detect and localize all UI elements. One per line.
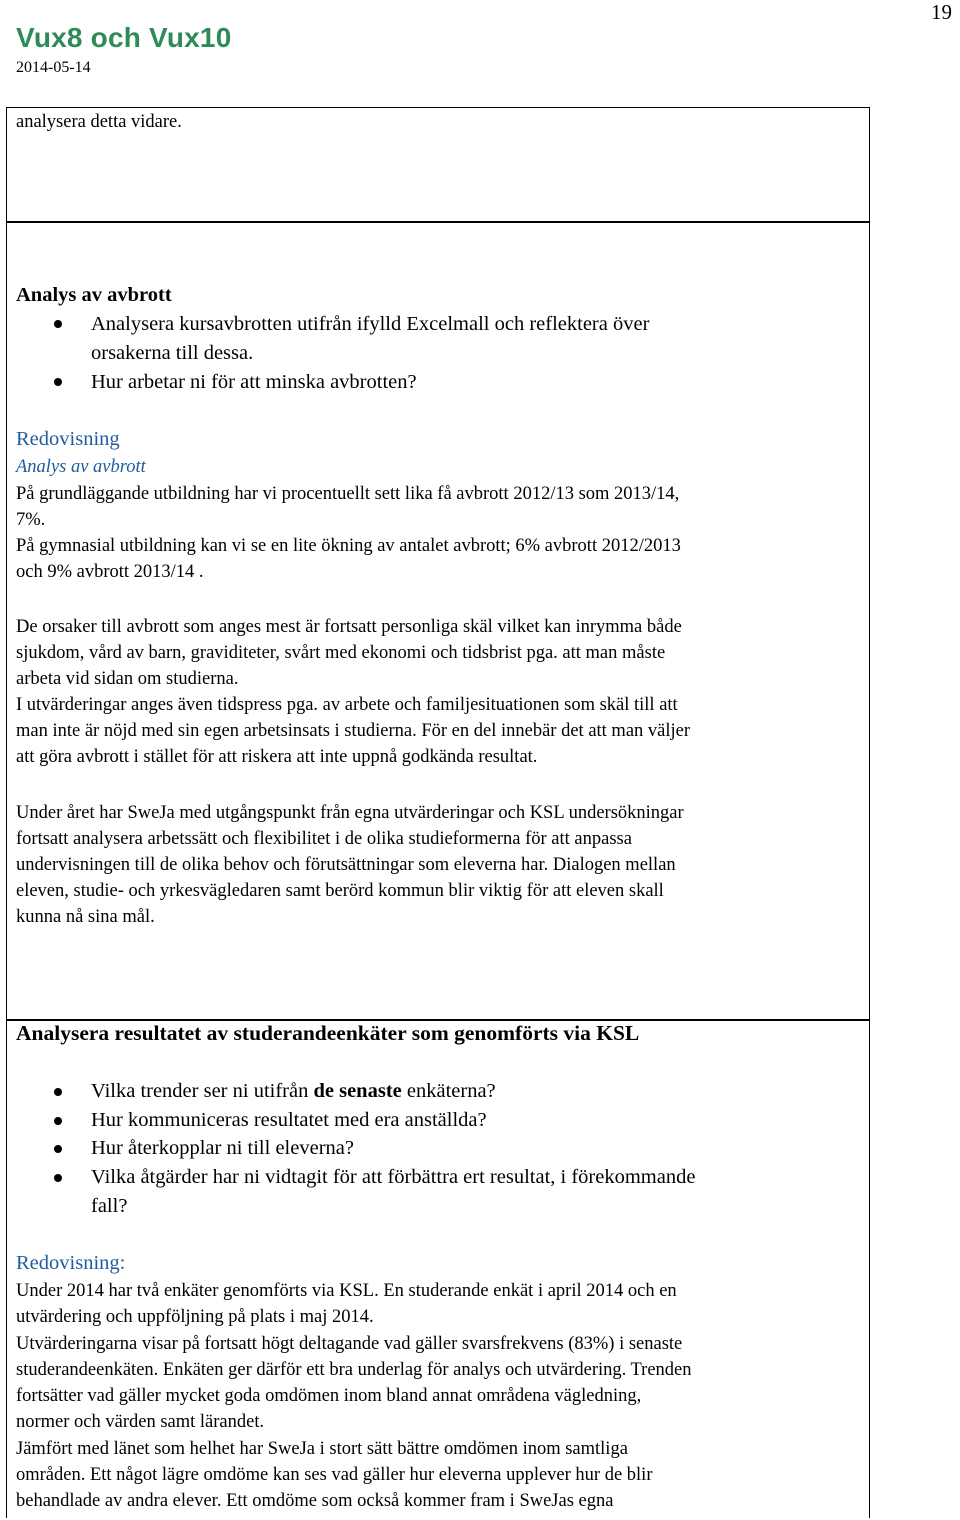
section-heading-avbrott: Analys av avbrott bbox=[16, 284, 172, 306]
document-title: Vux8 och Vux10 bbox=[16, 22, 232, 53]
paragraph-line: Under året har SweJa med utgångspunkt från egna utvärderingar och KSL undersökningar bbox=[16, 803, 684, 823]
continuation-text: analysera detta vidare. bbox=[16, 112, 182, 132]
redovisning-label: Redovisning bbox=[16, 428, 120, 450]
paragraph-line: De orsaker till avbrott som anges mest är fortsatt personliga skäl vilket kan inrymma både bbox=[16, 617, 682, 637]
paragraph-line: och 9% avbrott 2013/14 . bbox=[16, 562, 204, 582]
question-item: Vilka trender ser ni utifrån de senaste enkäterna? bbox=[91, 1080, 496, 1102]
paragraph-line: fortsatt analysera arbetssätt och flexibilitet i de olika studieformerna för att anpassa bbox=[16, 829, 632, 849]
paragraph-line: studerandeenkäten. Enkäten ger därför ett bra underlag för analys och utvärdering. Trenden bbox=[16, 1360, 692, 1380]
paragraph-line: man inte är nöjd med sin egen arbetsinsats i studierna. För en del innebär det att man väljer bbox=[16, 721, 691, 741]
paragraph-line: I utvärderingar anges även tidspress pga. av arbete och familjesituationen som skäl till att bbox=[16, 695, 678, 715]
redovisning-label: Redovisning: bbox=[16, 1252, 126, 1274]
analys-sub-label: Analys av avbrott bbox=[16, 457, 146, 477]
question-item: Hur återkopplar ni till eleverna? bbox=[91, 1137, 354, 1159]
paragraph-line: fortsätter vad gäller mycket goda omdömen inom bland annat områdena vägledning, bbox=[16, 1386, 642, 1406]
paragraph-line: normer och värden samt lärandet. bbox=[16, 1412, 265, 1432]
paragraph-line: arbeta vid sidan om studierna. bbox=[16, 669, 239, 689]
section-heading-enkater: Analysera resultatet av studerandeenkäter som genomförts via KSL bbox=[16, 1021, 640, 1045]
paragraph-line: På grundläggande utbildning har vi procentuellt sett lika få avbrott 2012/13 som 2013/14, bbox=[16, 484, 680, 504]
paragraph-line: Under 2014 har två enkäter genomförts via KSL. En studerande enkät i april 2014 och en bbox=[16, 1281, 677, 1301]
paragraph-line: områden. Ett något lägre omdöme kan ses vad gäller hur eleverna upplever hur de blir bbox=[16, 1465, 653, 1485]
question-item: Analysera kursavbrotten utifrån ifylld Excelmall och reflektera över bbox=[91, 313, 650, 335]
bullet-icon bbox=[54, 378, 62, 386]
bullet-icon bbox=[54, 1088, 62, 1096]
bullet-icon bbox=[54, 320, 62, 328]
paragraph-line: Jämfört med länet som helhet har SweJa i stort sätt bättre omdömen inom samtliga bbox=[16, 1439, 628, 1459]
question-item: Hur kommuniceras resultatet med era anställda? bbox=[91, 1109, 487, 1131]
paragraph-line: eleven, studie- och yrkesvägledaren samt berörd kommun blir viktig för att eleven skall bbox=[16, 881, 664, 901]
page-number: 19 bbox=[931, 0, 952, 24]
bullet-icon bbox=[54, 1117, 62, 1125]
paragraph-line: kunna nå sina mål. bbox=[16, 907, 155, 927]
paragraph-line: Utvärderingarna visar på fortsatt högt deltagande vad gäller svarsfrekvens (83%) i senaste bbox=[16, 1334, 683, 1354]
question-item: Hur arbetar ni för att minska avbrotten? bbox=[91, 371, 417, 393]
paragraph-line: 7%. bbox=[16, 510, 46, 530]
bullet-icon bbox=[54, 1145, 62, 1153]
paragraph-line: På gymnasial utbildning kan vi se en lite ökning av antalet avbrott; 6% avbrott 2012/2013 bbox=[16, 536, 681, 556]
bullet-icon bbox=[54, 1174, 62, 1182]
paragraph-line: sjukdom, vård av barn, graviditeter, svårt med ekonomi och tidsbrist pga. att man måste bbox=[16, 643, 666, 663]
document-date: 2014-05-14 bbox=[16, 59, 91, 76]
paragraph-line: utvärdering och uppföljning på plats i maj 2014. bbox=[16, 1307, 374, 1327]
paragraph-line: behandlade av andra elever. Ett omdöme som också kommer fram i SweJas egna bbox=[16, 1491, 614, 1511]
question-item-cont: orsakerna till dessa. bbox=[91, 342, 254, 364]
question-item-cont: fall? bbox=[91, 1195, 128, 1217]
question-item: Vilka åtgärder har ni vidtagit för att förbättra ert resultat, i förekommande bbox=[91, 1166, 696, 1188]
paragraph-line: undervisningen till de olika behov och förutsättningar som eleverna har. Dialogen mellan bbox=[16, 855, 676, 875]
paragraph-line: att göra avbrott i stället för att riskera att inte uppnå godkända resultat. bbox=[16, 747, 538, 767]
